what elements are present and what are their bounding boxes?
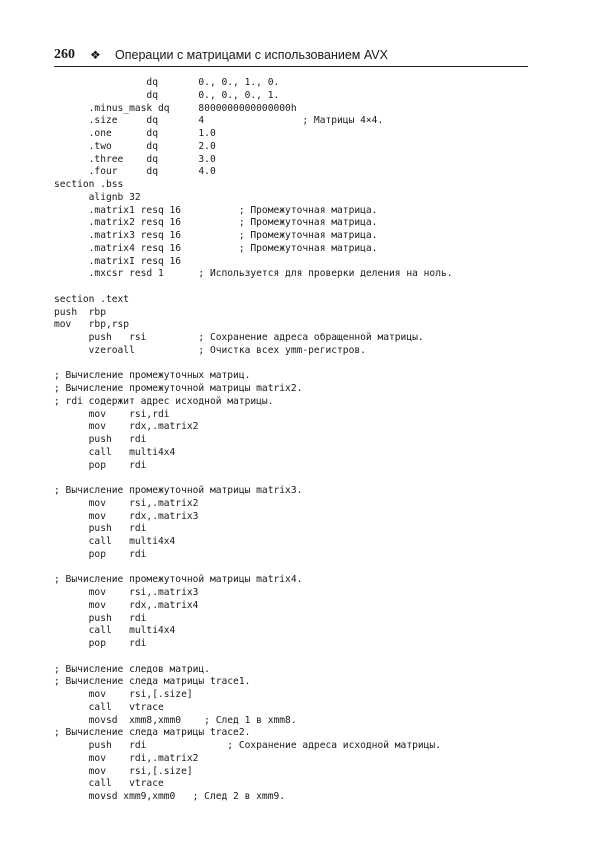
code-line: ; Вычисление промежуточной матрицы matrix3. — [54, 485, 303, 496]
code-line: pop rdi — [54, 548, 147, 560]
code-line — [54, 562, 528, 575]
code-line: mov rsi,[.size] — [54, 689, 193, 700]
code-line: mov rbp,rsp — [54, 319, 130, 331]
code-line: .three dq 3.0 — [54, 153, 216, 165]
code-line: mov rsi,.matrix2 — [54, 497, 199, 509]
diamond-ornament-icon: ❖ — [90, 48, 101, 62]
code-line: .matrix1 resq 16 ; Промежуточная матрица. — [54, 204, 378, 216]
code-line: section .bss — [54, 179, 124, 190]
code-line: ; Вычисление промежуточной матрицы matrix4. — [54, 574, 303, 586]
code-line: push rbp — [54, 306, 106, 318]
code-line — [54, 651, 528, 664]
code-line: mov rdx,.matrix4 — [54, 599, 199, 611]
code-line: ; Вычисление следа матрицы trace1. — [54, 676, 251, 688]
code-line: push rdi — [54, 434, 147, 445]
code-line: mov rsi,[.size] — [54, 765, 193, 777]
code-line: .matrix4 resq 16 ; Промежуточная матрица. — [54, 242, 378, 254]
code-line: push rdi — [54, 612, 147, 624]
code-line: .matrix2 resq 16 ; Промежуточная матрица. — [54, 217, 378, 229]
code-line: .mxcsr resd 1 ; Используется для проверки деления на ноль. — [54, 268, 453, 280]
code-line: .two dq 2.0 — [54, 140, 216, 152]
running-title: Операции с матрицами с использованием AVX — [115, 48, 388, 62]
code-line: .one dq 1.0 — [54, 128, 216, 139]
code-line — [54, 358, 528, 371]
code-line: movsd xmm9,xmm0 ; След 2 в xmm9. — [54, 791, 286, 802]
code-line: ; Вычисление следов матриц. — [54, 663, 210, 675]
code-line: push rdi — [54, 523, 147, 535]
code-line: call multi4x4 — [54, 536, 176, 547]
code-line: alignb 32 — [54, 191, 141, 203]
code-line: section .text — [54, 293, 130, 305]
code-line: mov rdx,.matrix2 — [54, 421, 199, 433]
code-line: .matrix3 resq 16 ; Промежуточная матрица. — [54, 230, 378, 241]
code-line: mov rdx,.matrix3 — [54, 510, 199, 522]
code-line: dq 0., 0., 0., 1. — [54, 89, 280, 101]
code-line: call vtrace — [54, 701, 164, 713]
code-line: mov rsi,.matrix3 — [54, 587, 199, 598]
code-line: dq 0., 0., 1., 0. — [54, 77, 280, 88]
code-line: .four dq 4.0 — [54, 166, 216, 178]
page-header — [54, 46, 528, 67]
code-line: mov rdi,.matrix2 — [54, 752, 199, 764]
code-line: ; Вычисление промежуточной матрицы matrix2. — [54, 383, 303, 394]
code-line: vzeroall ; Очистка всех ymm-регистров. — [54, 344, 366, 356]
code-line: call multi4x4 — [54, 625, 176, 637]
code-line: pop rdi — [54, 459, 147, 471]
code-line: movsd xmm8,xmm0 ; След 1 в xmm8. — [54, 714, 297, 726]
code-line: .size dq 4 ; Матрицы 4×4. — [54, 115, 384, 127]
code-listing — [54, 77, 528, 804]
code-line: ; Вычисление промежуточных матриц. — [54, 370, 251, 382]
code-line: .minus_mask dq 8000000000000000h — [54, 102, 297, 114]
code-line — [54, 472, 528, 485]
code-line: push rsi ; Сохранение адреса обращенной матрицы. — [54, 332, 424, 343]
code-line: call vtrace — [54, 778, 164, 790]
code-line: call multi4x4 — [54, 446, 176, 458]
page-number: 260 — [54, 47, 75, 62]
code-line: ; rdi содержит адрес исходной матрицы. — [54, 395, 274, 407]
code-line: mov rsi,rdi — [54, 408, 170, 420]
code-line: push rdi ; Сохранение адреса исходной матрицы. — [54, 740, 441, 751]
code-line: pop rdi — [54, 638, 147, 649]
code-line: ; Вычисление следа матрицы trace2. — [54, 727, 251, 739]
code-line — [54, 281, 528, 294]
code-line: .matrixI resq 16 — [54, 255, 182, 267]
